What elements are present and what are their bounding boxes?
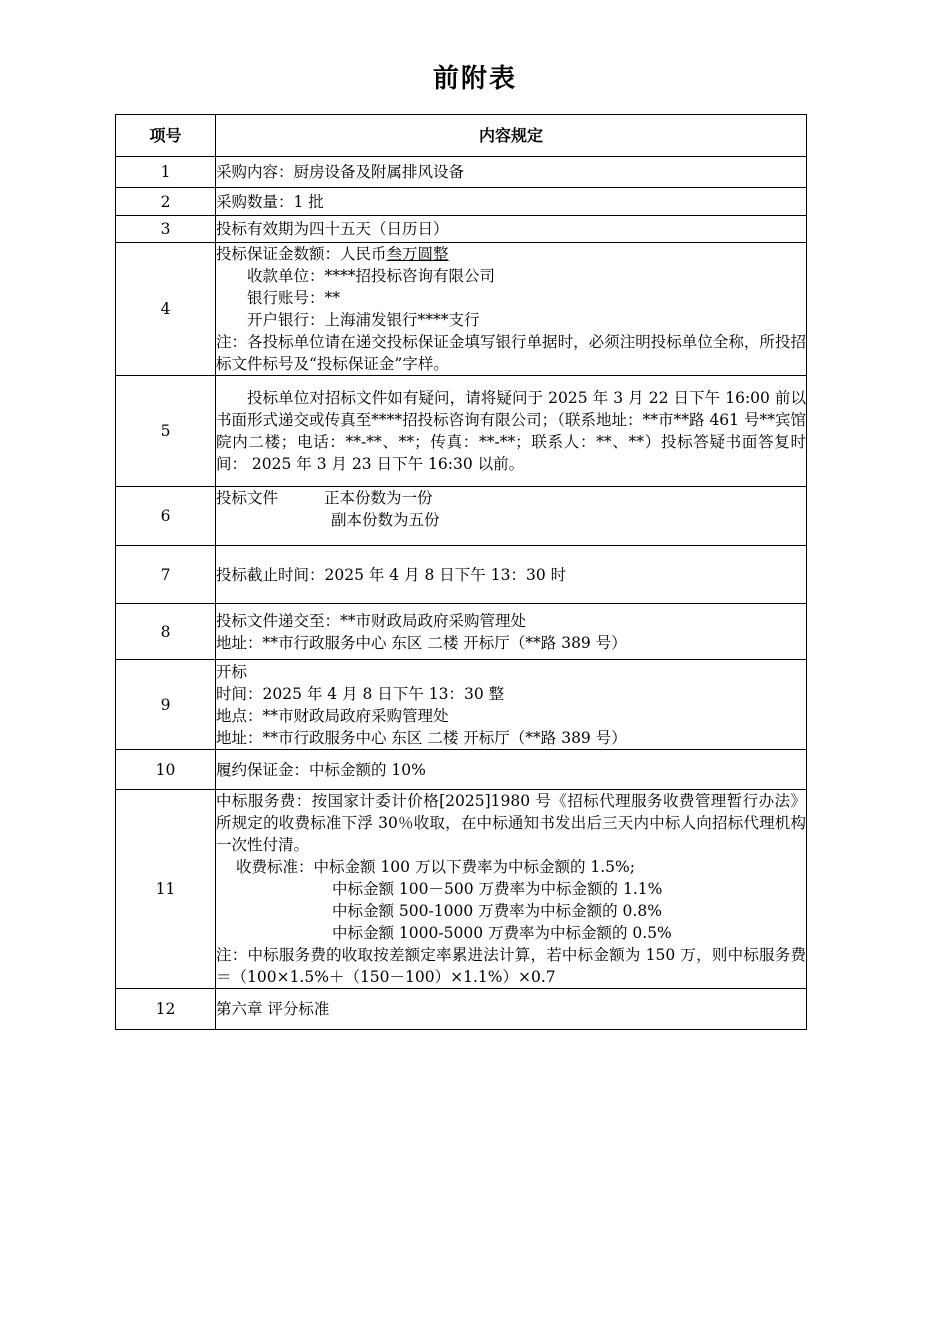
row-number: 2 [116, 188, 216, 216]
row-content [216, 376, 807, 487]
row-content [216, 660, 807, 750]
row-number: 10 [116, 750, 216, 790]
table-row [116, 188, 807, 216]
row-content [216, 243, 807, 376]
bid-bond-account: 银行账号：** [247, 289, 341, 307]
row-number: 9 [116, 660, 216, 750]
bid-bond-note: 注：各投标单位请在递交投标保证金填写银行单据时，必须注明投标单位全称，所投招标文件标号及“投标保证金”字样。 [216, 333, 806, 373]
content-line: 时间：2025 年 4 月 8 日下午 13：30 整 [216, 684, 505, 703]
fee-rate-line: 中标金额 1000-5000 万费率为中标金额的 0.5% [332, 924, 672, 942]
fee-rate-line: 中标金额 100－500 万费率为中标金额的 1.1% [332, 880, 663, 898]
table-row [116, 487, 807, 546]
content-line: 地点：**市财政局政府采购管理处 [216, 706, 449, 725]
bid-bond-amount-label: 投标保证金数额：人民币 [216, 245, 387, 263]
row-number: 6 [116, 487, 216, 546]
content-line: 第六章 评分标准 [216, 1000, 330, 1018]
content-line: 履约保证金：中标金额的 10% [216, 760, 426, 779]
content-line: 开标 [216, 662, 248, 681]
bid-document-label: 投标文件 [216, 489, 279, 507]
bid-bond-payee: 收款单位：****招投标咨询有限公司 [247, 267, 496, 285]
table-row [116, 989, 807, 1030]
row-number: 8 [116, 604, 216, 660]
row-content [216, 188, 807, 216]
table-row [116, 660, 807, 750]
row-content [216, 487, 807, 546]
content-line: 投标有效期为四十五天（日历日） [216, 220, 449, 238]
bid-bond-amount [216, 243, 806, 265]
bid-bond-amount-value: 叁万圆整 [386, 245, 449, 263]
row-number: 12 [116, 989, 216, 1030]
row-content [216, 546, 807, 604]
bid-bond-bank: 开户银行：上海浦发银行****支行 [247, 311, 480, 329]
fee-rate-line: 中标金额 500-1000 万费率为中标金额的 0.8% [332, 902, 662, 920]
content-line: 地址：**市行政服务中心 东区 二楼 开标厅（**路 389 号） [216, 728, 627, 747]
row-content [216, 989, 807, 1030]
row-number: 1 [116, 157, 216, 188]
service-fee-intro: 中标服务费：按国家计委计价格[2025]1980 号《招标代理服务收费管理暂行办法》所规定的收费标准下浮 30％收取，在中标通知书发出后三天内中标人向招标代理机构一次性付清。 [216, 792, 806, 854]
row-content [216, 604, 807, 660]
table-row [116, 790, 807, 989]
bid-document-count [216, 487, 806, 509]
row-number: 5 [116, 376, 216, 487]
fee-rate-line: 中标金额 100 万以下费率为中标金额的 1.5%; [313, 858, 635, 876]
table-row [116, 546, 807, 604]
row-number: 7 [116, 546, 216, 604]
bid-document-original: 正本份数为一份 [324, 489, 433, 507]
specification-table [115, 114, 807, 1030]
row-number: 4 [116, 243, 216, 376]
content-line: 采购数量：1 批 [216, 192, 324, 211]
table-header-row [116, 115, 807, 157]
table-row [116, 243, 807, 376]
fee-standard-label: 收费标准： [236, 858, 314, 876]
table-row [116, 157, 807, 188]
table-row [116, 750, 807, 790]
row-content [216, 216, 807, 243]
table-row [116, 376, 807, 487]
row-number: 11 [116, 790, 216, 989]
row-number: 3 [116, 216, 216, 243]
content-line: 采购内容：厨房设备及附属排风设备 [216, 163, 465, 181]
content-line: 地址：**市行政服务中心 东区 二楼 开标厅（**路 389 号） [216, 633, 627, 652]
row-content [216, 157, 807, 188]
header-item-number: 项号 [116, 115, 216, 157]
row-content [216, 790, 807, 989]
service-fee-note: 注：中标服务费的收取按差额定率累进法计算，若中标金额为 150 万，则中标服务费＝（100×1.5%＋（150－100）×1.1%）×0.7 [216, 946, 806, 986]
fee-standard-line [216, 856, 806, 878]
row-content [216, 750, 807, 790]
content-line: 投标截止时间：2025 年 4 月 8 日下午 13：30 时 [216, 565, 567, 584]
content-line: 投标文件递交至：**市财政局政府采购管理处 [216, 611, 527, 630]
page-title: 前附表 [432, 64, 517, 94]
table-row [116, 216, 807, 243]
bid-document-copies: 副本份数为五份 [331, 511, 440, 529]
header-content: 内容规定 [216, 115, 807, 157]
clarification-text: 投标单位对招标文件如有疑问，请将疑问于 2025 年 3 月 22 日下午 16:00 前以书面形式递交或传真至****招投标咨询有限公司；（联系地址：**市**路 461 号**宾馆院内二楼；电话：**-**、**；传真：**-**；联系人：**、**）投标答疑书面答复时间： 2025 年 3 月 23 日下午 16:30 以前。 [216, 389, 806, 473]
table-row [116, 604, 807, 660]
